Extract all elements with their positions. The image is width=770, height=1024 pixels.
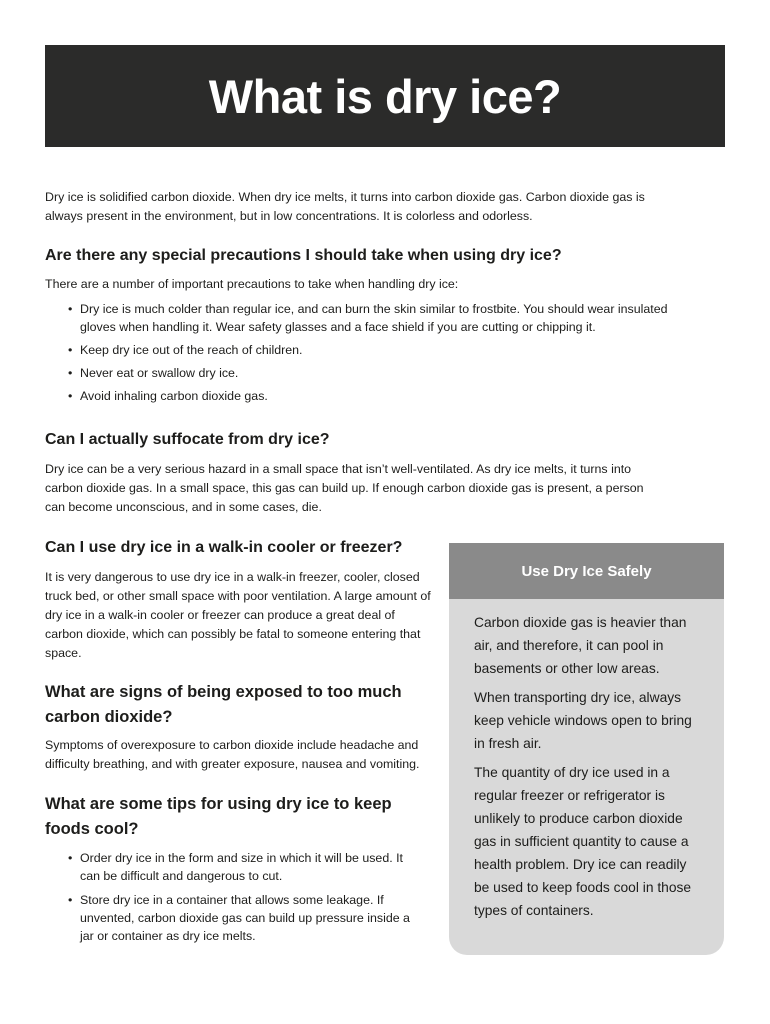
intro-paragraph: Dry ice is solidified carbon dioxide. When dry ice melts, it turns into carbon dioxide gas. Carbon dioxide gas is always present in the environment, but in low concentrations. It is colorless and odorless. bbox=[45, 190, 645, 223]
safety-sidebar bbox=[449, 543, 724, 955]
suffocate-paragraph: Dry ice can be a very serious hazard in a small space that isn’t well-ventilated. As dry ice melts, it turns into carbon dioxide gas. In a small space, this gas can build up. If enough carbon dioxide gas is present, a person can become unconscious, and in some cases, die. bbox=[45, 462, 644, 514]
cooler-paragraph: It is very dangerous to use dry ice in a walk-in freezer, cooler, closed truck bed, or other small space with poor ventilation. A large amount of dry ice in a walk-in cooler or freezer can produce a great deal of carbon dioxide, which can possibly be fatal to someone entering that space. bbox=[45, 570, 431, 660]
precautions-list bbox=[45, 300, 685, 405]
precautions-lead: There are a number of important precautions to take when handling dry ice: bbox=[45, 277, 459, 291]
list-item: • Order dry ice in the form and size in which it will be used. It can be difficult and dangerous to cut. bbox=[45, 849, 425, 885]
suffocate-heading: Can I actually suffocate from dry ice? bbox=[45, 431, 330, 448]
page-title: What is dry ice? bbox=[208, 69, 562, 123]
sidebar-paragraph: The quantity of dry ice used in a regular freezer or refrigerator is unlikely to produce carbon dioxide gas in sufficient quantity to cause a health problem. Dry ice can readily be used to keep foods cool in those types of containers. bbox=[474, 765, 692, 918]
list-item: • Store dry ice in a container that allows some leakage. If unvented, carbon dioxide gas can build up pressure inside a jar or container as dry ice melts. bbox=[45, 891, 425, 945]
sidebar-paragraph: Carbon dioxide gas is heavier than air, and therefore, it can pool in basements or other low areas. bbox=[474, 615, 687, 676]
sidebar-paragraph: When transporting dry ice, always keep vehicle windows open to bring in fresh air. bbox=[474, 690, 692, 751]
sidebar-body bbox=[449, 599, 724, 922]
tips-heading: What are some tips for using dry ice to keep foods cool? bbox=[45, 795, 392, 838]
tips-list bbox=[45, 849, 425, 945]
list-item: • Avoid inhaling carbon dioxide gas. bbox=[45, 387, 685, 405]
cooler-heading: Can I use dry ice in a walk-in cooler or freezer? bbox=[45, 539, 403, 556]
list-item: • Dry ice is much colder than regular ice, and can burn the skin similar to frostbite. You should wear insulated gloves when handling it. Wear safety glasses and a face shield if you are cutting or chipping it. bbox=[45, 300, 685, 336]
signs-paragraph: Symptoms of overexposure to carbon dioxide include headache and difficulty breathing, and with greater exposure, nausea and vomiting. bbox=[45, 738, 420, 771]
sidebar-heading: Use Dry Ice Safely bbox=[449, 543, 724, 599]
list-item: • Keep dry ice out of the reach of children. bbox=[45, 341, 685, 359]
signs-heading: What are signs of being exposed to too much carbon dioxide? bbox=[45, 683, 402, 726]
title-banner bbox=[45, 45, 725, 147]
list-item: • Never eat or swallow dry ice. bbox=[45, 364, 685, 382]
precautions-heading: Are there any special precautions I should take when using dry ice? bbox=[45, 247, 562, 264]
